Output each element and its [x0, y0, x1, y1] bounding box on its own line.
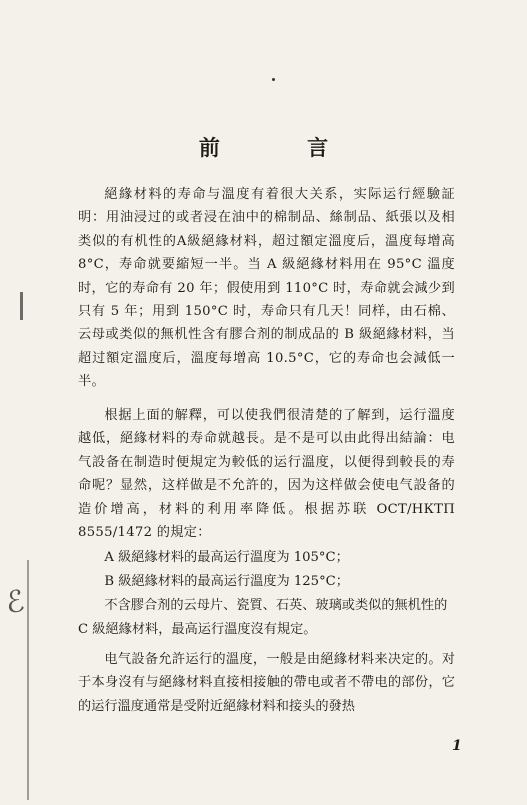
binding-edge-line — [27, 560, 29, 800]
page-title: 前 言 — [198, 135, 369, 160]
rule-class-a: A 級絕緣材料的最高运行溫度为 105°C； — [104, 550, 349, 565]
ink-dot — [272, 78, 275, 81]
paragraph-3: 电气設备允許运行的溫度，一般是由絕緣材料来决定的。对于本身沒有与絕緣材料直接相接触的帶电或者不帶电的部份，它的运行溫度通常是受附近絕緣材料和接头的發热 — [78, 652, 455, 714]
rule-class-b: B 級絕緣材料的最高运行溫度为 125°C； — [104, 574, 349, 589]
margin-ink-mark — [20, 292, 23, 320]
paragraph-1: 絕緣材料的寿命与溫度有着很大关系，实际运行經驗証明：用油浸过的或者浸在油中的棉制品、絲制品、紙張以及相类似的有机性的A級絕緣材料，超过額定溫度后，溫度每增高 8°C，寿命就要縮短一半。当 A 級絕緣材料用在 95°C 溫度时，它的寿命有 20 年；假使用到 110°C 时，寿命就会減少到只有 5 年；用到 150°C 时，寿命只有几天！同样，由石棉、云母或类似的無机性含有膠合剂的制成品的 B 級絕緣材料，当超过額定溫度后，溫度每增高 10.5°C，它的寿命也会減低一半。 — [78, 187, 455, 390]
rules-list — [78, 546, 455, 642]
paragraph-2: 根据上面的解釋，可以使我們很清楚的了解到，运行溫度越低，絕緣材料的寿命就越長。是不是可以由此得出結論：电气設备在制造时便規定为較低的运行溫度，以便得到較長的寿命呢？显然，这样做是不允許的，因为这样做会使电气設备的造价增高，材料的利用率降低。根据苏联 OCT/НКТП 8555/1472 的規定： — [78, 408, 455, 541]
page-number: 1 — [452, 738, 462, 754]
scan-smudge-icon: ℰ — [3, 583, 27, 622]
rule-class-c: 不含膠合剂的云母片、瓷質、石英、玻璃或类似的無机性的 C 級絕緣材料，最高运行溫度沒有規定。 — [78, 598, 448, 637]
